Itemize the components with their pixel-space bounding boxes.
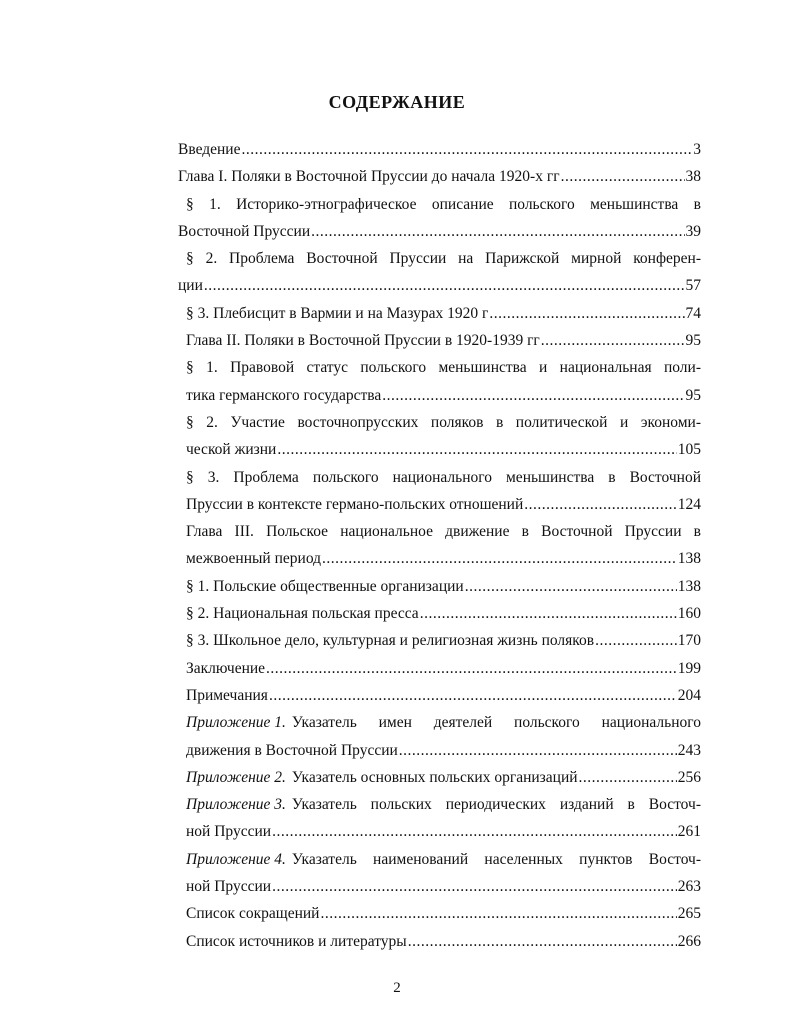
leader-dots [595, 627, 677, 654]
toc-entry-page: 256 [677, 768, 701, 786]
toc-entry-abbreviations [178, 900, 701, 927]
toc-entry-title: межвоенный период [186, 550, 322, 568]
toc-entry-line [178, 791, 701, 818]
toc-entry-ch3-section-2 [178, 600, 701, 627]
toc-entry-appendix-4 [178, 873, 701, 900]
leader-dots [465, 573, 677, 600]
toc-entry-ch2-section-2 [178, 436, 701, 463]
toc-entry-page: 138 [677, 550, 701, 568]
toc-entry-title: движения в Восточной Пруссии [186, 741, 398, 759]
leader-dots [266, 655, 677, 682]
appendix-label: Приложение 3. [186, 796, 286, 814]
toc-entry-page: 105 [677, 441, 701, 459]
toc-entry-title-line1: § 3. Проблема польского национального меньшинства в Восточной [186, 468, 701, 486]
toc-entry-line [178, 518, 701, 545]
toc-entry-title-line1: § 1. Правовой статус польского меньшинства и национальная поли- [186, 359, 701, 377]
toc-entry-chapter-3 [178, 545, 701, 572]
toc-entry-ch1-section-1 [178, 218, 701, 245]
toc-entry-page: 57 [685, 277, 701, 295]
toc-entry-title: § 3. Плебисцит в Вармии и на Мазурах 1920 г [186, 304, 489, 322]
toc-entry-page: 95 [685, 386, 701, 404]
toc-entry-appendix-1 [178, 737, 701, 764]
toc-entry-line [178, 846, 701, 873]
toc-entry-ch2-section-1 [178, 382, 701, 409]
leader-dots [489, 300, 684, 327]
leader-dots [322, 545, 677, 572]
toc-entry-line [178, 409, 701, 436]
toc-entry-line [178, 709, 701, 736]
toc-entry-page: 74 [685, 304, 701, 322]
toc-entry-page: 266 [677, 932, 701, 950]
leader-dots [272, 873, 677, 900]
leader-dots [311, 218, 684, 245]
leader-dots [561, 163, 685, 190]
toc-entry-page: 204 [677, 686, 701, 704]
toc-entry-title: Глава II. Поляки в Восточной Пруссии в 1920-1939 гг [186, 332, 540, 350]
toc-entry-title: Восточной Пруссии [178, 222, 311, 240]
toc-entry-page: 160 [677, 605, 701, 623]
toc-entry-title: тика германского государства [186, 386, 382, 404]
appendix-label: Приложение 4. [186, 850, 286, 868]
toc-entry-title: Введение [178, 141, 241, 158]
toc-entry-chapter-2 [178, 327, 701, 354]
leader-dots [277, 436, 676, 463]
toc-entry-page: 39 [685, 222, 701, 240]
toc-entry-ch3-section-3 [178, 627, 701, 654]
toc-entry-title-line1: § 2. Проблема Восточной Пруссии на Парижской мирной конферен- [186, 250, 701, 268]
toc-entry-appendix-2 [178, 764, 701, 791]
toc-entry-conclusion [178, 655, 701, 682]
toc-entry-title: § 1. Польские общественные организации [186, 577, 464, 595]
toc-entry-title-line1: § 1. Историко-этнографическое описание польского меньшинства в [186, 195, 701, 213]
toc-entry-title: Глава I. Поляки в Восточной Пруссии до начала 1920-х гг [178, 168, 560, 186]
toc-entry-title: Указатель основных польских организаций [291, 768, 578, 786]
leader-dots [320, 900, 676, 927]
toc-entry-page: 95 [685, 332, 701, 350]
toc-entry-line [178, 245, 701, 272]
toc-entry-appendix-3 [178, 818, 701, 845]
leader-dots [524, 491, 676, 518]
toc-entry-ch3-section-1 [178, 573, 701, 600]
leader-dots [541, 327, 685, 354]
toc-entry-title: ции [178, 277, 203, 295]
toc-entry-ch1-section-2 [178, 272, 701, 299]
toc-entry-title-line1: Указатель наименований населенных пунктов Восточ- [291, 850, 701, 868]
toc-entry-page: 3 [693, 141, 701, 158]
leader-dots [579, 764, 677, 791]
toc-entry-page: 243 [677, 741, 701, 759]
toc-entry-title: Список источников и литературы [186, 932, 407, 950]
leader-dots [272, 818, 677, 845]
leader-dots [204, 272, 685, 299]
leader-dots [420, 600, 677, 627]
toc-entry-title: Примечания [186, 686, 268, 704]
toc-entry-title: § 3. Школьное дело, культурная и религиозная жизнь поляков [186, 632, 595, 650]
toc-entry-chapter-1 [178, 163, 701, 190]
leader-dots [269, 682, 677, 709]
leader-dots [399, 737, 677, 764]
page-title: СОДЕРЖАНИЕ [328, 92, 466, 112]
toc-entry-bibliography [178, 928, 701, 955]
toc-entry-ch1-section-3 [178, 300, 701, 327]
table-of-contents [178, 136, 701, 955]
leader-dots [382, 382, 684, 409]
leader-dots [241, 136, 692, 163]
toc-entry-ch2-section-3 [178, 491, 701, 518]
toc-entry-introduction [178, 136, 701, 163]
toc-entry-title: ной Пруссии [186, 823, 272, 841]
toc-entry-line [178, 464, 701, 491]
toc-entry-line [178, 191, 701, 218]
toc-entry-title-line1: § 2. Участие восточнопрусских поляков в политической и экономи- [186, 413, 701, 431]
toc-entry-title: Пруссии в контексте германо-польских отношений [186, 495, 524, 513]
toc-entry-title: Заключение [186, 659, 266, 677]
appendix-label: Приложение 2. [186, 768, 286, 786]
toc-entry-line [178, 354, 701, 381]
toc-entry-page: 170 [677, 632, 701, 650]
toc-entry-page: 38 [685, 168, 701, 186]
toc-entry-page: 199 [677, 659, 701, 677]
page-number: 2 [393, 980, 401, 996]
toc-entry-page: 265 [677, 905, 701, 923]
toc-entry-title-line1: Указатель польских периодических изданий в Восточ- [291, 796, 701, 814]
toc-entry-page: 124 [677, 495, 701, 513]
toc-entry-title: ческой жизни [186, 441, 277, 459]
toc-entry-title-line1: Указатель имен деятелей польского национального [291, 714, 701, 732]
toc-entry-title: ной Пруссии [186, 878, 272, 896]
toc-entry-notes [178, 682, 701, 709]
leader-dots [408, 928, 677, 955]
toc-entry-title: Список сокращений [186, 905, 320, 923]
toc-entry-page: 261 [677, 823, 701, 841]
toc-entry-title: § 2. Национальная польская пресса [186, 605, 419, 623]
toc-entry-page: 138 [677, 577, 701, 595]
appendix-label: Приложение 1. [186, 714, 286, 732]
toc-entry-title-line1: Глава III. Польское национальное движение в Восточной Пруссии в [186, 523, 701, 541]
toc-entry-page: 263 [677, 878, 701, 896]
